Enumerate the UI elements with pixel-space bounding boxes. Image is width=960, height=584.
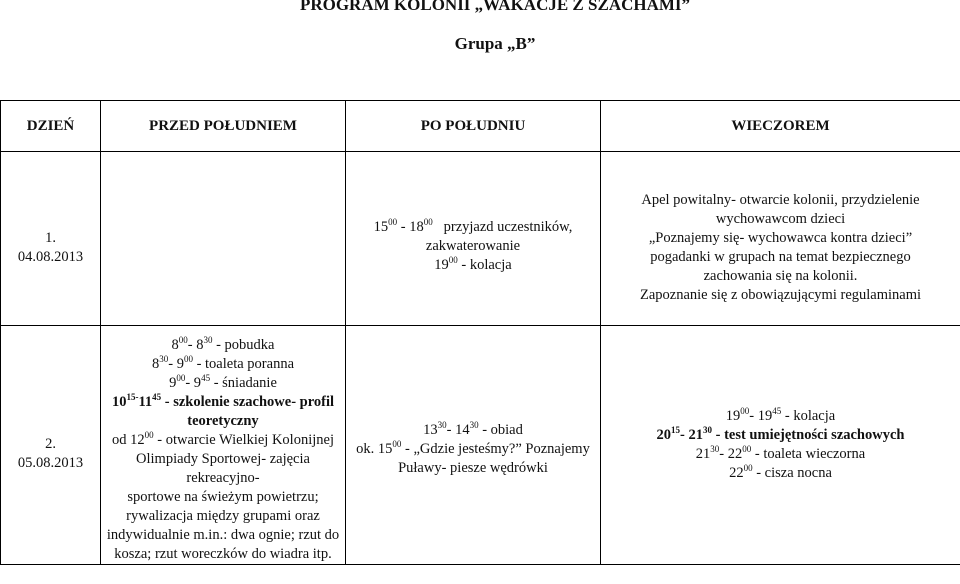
t: - otwarcie Wielkiej Kolonijnej	[157, 432, 334, 448]
evening-line: wychowawcom dzieci	[715, 210, 846, 227]
t: od 12	[112, 432, 145, 448]
t: 10	[111, 394, 127, 410]
s: 00	[178, 335, 188, 346]
evening-line	[601, 445, 960, 464]
morning-line	[101, 336, 345, 355]
s: 00	[176, 373, 186, 384]
table-row	[1, 152, 960, 326]
t: - „Gdzie jesteśmy?” Poznajemy	[405, 440, 590, 457]
morning-line	[101, 374, 345, 393]
morning-line	[101, 393, 345, 412]
s: 30	[203, 335, 213, 346]
t: - 14	[446, 421, 470, 438]
afternoon-line	[346, 421, 600, 440]
t: 21	[695, 446, 711, 462]
day-cell	[1, 326, 101, 565]
t: 8	[151, 356, 160, 372]
afternoon-cell	[346, 326, 601, 565]
t: 11	[138, 394, 153, 410]
t: - 19	[749, 408, 773, 424]
morning-cell	[101, 326, 346, 565]
s: 00	[144, 430, 154, 441]
t: - 21	[680, 427, 703, 443]
s: 00	[183, 354, 193, 365]
time-sup: 00	[423, 217, 433, 228]
morning-line: teoretyczny	[187, 413, 259, 429]
evening-cell	[601, 326, 960, 565]
evening-line	[601, 426, 960, 445]
header-evening: WIECZOREM	[601, 101, 960, 152]
morning-line	[101, 431, 345, 450]
evening-line: Apel powitalny- otwarcie kolonii, przydzielenie	[641, 191, 920, 208]
document-title: PROGRAM KOLONII „WAKACJE Z SZACHAMI”	[299, 0, 691, 14]
s: 00	[740, 406, 750, 417]
t: 13	[423, 421, 438, 438]
afternoon-line	[346, 440, 600, 459]
t: - 9	[185, 375, 202, 391]
s: 15	[671, 425, 681, 436]
day-number: 2.	[45, 436, 56, 452]
s: 45	[201, 373, 211, 384]
t: - toaleta poranna	[196, 356, 294, 372]
t: - obiad	[482, 421, 523, 438]
s: 00	[742, 444, 752, 455]
day-date: 05.08.2013	[17, 455, 84, 471]
t: - śniadanie	[213, 375, 277, 391]
t: - pobudka	[216, 337, 275, 353]
day-cell	[1, 152, 101, 326]
morning-line: indywidualnie m.in.: dwa ognie; rzut do	[106, 527, 340, 543]
afternoon-line	[346, 256, 600, 275]
time-sup: 00	[448, 255, 458, 266]
afternoon-line	[346, 218, 600, 237]
time-text: - 18	[400, 219, 424, 235]
s: 30	[437, 419, 447, 430]
s: 45	[772, 406, 782, 417]
afternoon-cell	[346, 152, 601, 326]
schedule-table	[0, 100, 960, 565]
morning-cell	[101, 152, 346, 326]
t: ok. 15	[356, 440, 393, 457]
time-text: 19	[434, 257, 449, 273]
evening-line: Zapoznanie się z obowiązującymi regulaminami	[639, 286, 922, 303]
afternoon-line: zakwaterowanie	[425, 238, 521, 254]
morning-line: Olimpiady Sportowej- zajęcia rekreacyjno-	[136, 451, 310, 486]
s: 30	[702, 425, 712, 436]
t: - kolacja	[784, 408, 836, 424]
morning-line: rywalizacja między grupami oraz	[126, 508, 320, 524]
t: 20	[656, 427, 672, 443]
evening-line: „Poznajemy się- wychowawca kontra dzieci”	[648, 229, 913, 246]
t: 8	[171, 337, 179, 353]
s: 45	[152, 392, 162, 403]
evening-line	[601, 407, 960, 426]
s: 15-	[126, 392, 139, 403]
group-title: Grupa „B”	[454, 34, 536, 53]
t: - toaleta wieczorna	[754, 446, 866, 462]
morning-line	[101, 355, 345, 374]
t: - szkolenie szachowe- profil	[164, 394, 335, 410]
time-sup: 00	[388, 217, 398, 228]
s: 30	[710, 444, 720, 455]
t: - cisza nocna	[756, 465, 832, 481]
evening-line: zachowania się na kolonii.	[703, 267, 858, 284]
activity-text: - kolacja	[461, 257, 512, 273]
activity-text: przyjazd uczestników,	[443, 219, 573, 235]
s: 00	[743, 463, 753, 474]
t: - 9	[168, 356, 184, 372]
t: 19	[725, 408, 741, 424]
evening-cell	[601, 152, 960, 326]
s: 30	[159, 354, 169, 365]
evening-line	[601, 464, 960, 483]
evening-line: pogadanki w grupach na temat bezpiecznego	[650, 248, 911, 265]
day-date: 04.08.2013	[17, 248, 84, 265]
s: 00	[392, 438, 402, 449]
header-day: DZIEŃ	[1, 101, 101, 152]
time-text: 15	[373, 219, 389, 235]
morning-line: sportowe na świeżym powietrzu;	[127, 489, 319, 505]
s: 30	[469, 419, 479, 430]
t: - 8	[187, 337, 204, 353]
morning-line: kosza; rzut woreczków do wiadra itp.	[114, 546, 332, 562]
day-number: 1.	[45, 229, 56, 246]
t: - test umiejętności szachowych	[715, 427, 905, 443]
afternoon-line: Puławy- piesze wędrówki	[398, 459, 548, 476]
t: 22	[729, 465, 744, 481]
header-afternoon: PO POŁUDNIU	[346, 101, 601, 152]
t: 9	[169, 375, 177, 391]
table-row	[1, 326, 960, 565]
header-morning: PRZED POŁUDNIEM	[101, 101, 346, 152]
t: - 22	[719, 446, 743, 462]
header-row	[1, 101, 960, 152]
